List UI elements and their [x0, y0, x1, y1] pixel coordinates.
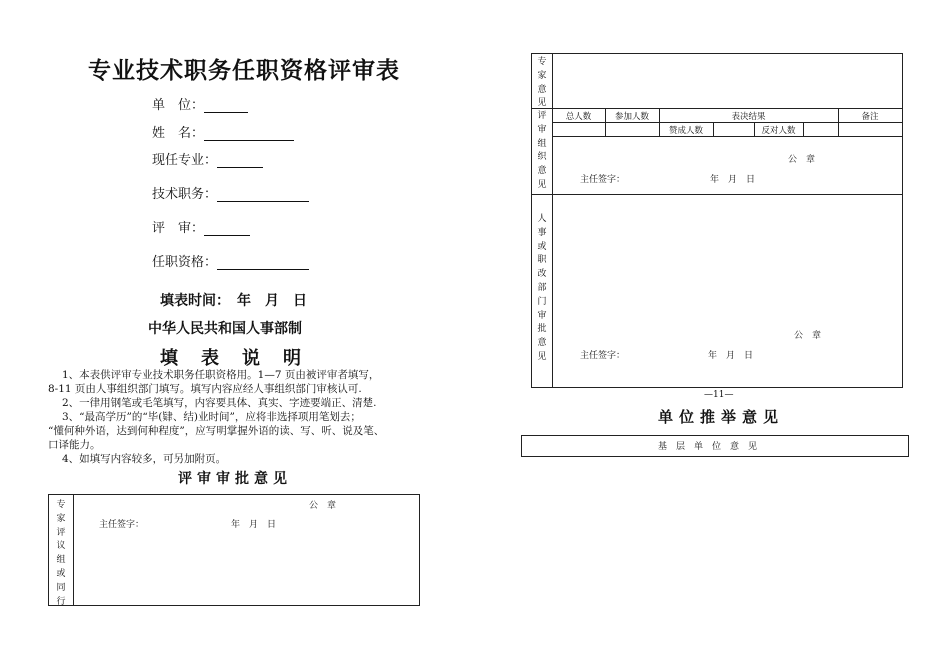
org-date: 年 月 日 [710, 175, 756, 185]
expert-review-seal: 公 章 [309, 501, 337, 511]
unit-opinion-label: 基 层 单 位 意 见 [658, 442, 758, 452]
instruction-line: “懂何种外语，达到何种程度”，应写明掌握外语的读、写、听、说及笔、 [48, 425, 385, 437]
expert-opinion-label: 专家意见 [537, 57, 547, 109]
field-tech-position-label: 技术职务： [152, 187, 218, 202]
vote-present-header: 参加人数 [614, 112, 649, 122]
field-review [152, 217, 250, 236]
row-divider [532, 194, 902, 195]
expert-opinion-label-col [532, 56, 552, 111]
field-unit [152, 94, 248, 113]
instruction-line: 口译能力。 [48, 439, 101, 451]
row-divider [532, 108, 902, 109]
field-qualification-label: 任职资格： [152, 255, 218, 270]
field-qualification [152, 251, 309, 270]
fill-date-line: 填表时间： 年 月 日 [160, 293, 307, 309]
instructions-title: 填表说明 [160, 348, 324, 369]
field-review-label: 评 审： [152, 221, 205, 236]
hr-approval-label: 人事或职改部门审批意见 [537, 214, 547, 362]
vote-for-header: 赞成人数 [668, 126, 703, 136]
field-current-major [152, 149, 263, 168]
instruction-line: 1、本表供评审专业技术职务任职资格用。1—7 页由被评审者填写， [62, 369, 380, 381]
review-org-label: 评审组织意见 [537, 111, 547, 190]
field-name-label: 姓 名： [152, 126, 205, 141]
vote-remarks-header: 备注 [861, 112, 879, 122]
instruction-line: 4、如填写内容较多，可另加附页。 [62, 453, 227, 465]
expert-review-signature-label: 主任签字： [99, 520, 145, 530]
instruction-line: 3、“最高学历”的“毕(肄、结)业时间”，应将非选择项用笔划去； [62, 411, 361, 423]
review-org-label-col [532, 110, 552, 193]
unit-opinion-box [521, 435, 909, 457]
form-title: 专业技术职务任职资格评审表 [88, 57, 400, 84]
vote-header-divider [552, 136, 902, 137]
org-signature-label: 主任签字： [580, 175, 626, 185]
instruction-line: 8-11 页由人事组织部门填写。填写内容应经人事组织部门审核认可. [48, 383, 362, 395]
hr-signature-label: 主任签字： [580, 351, 626, 361]
vote-against-header: 反对人数 [761, 126, 796, 136]
review-approval-title: 评审审批意见 [178, 471, 292, 487]
hr-approval-label-col [532, 213, 552, 365]
instruction-line: 2、一律用钢笔或毛笔填写，内容要具体、真实、字迹要端正、清楚. [62, 397, 377, 409]
field-name-blank[interactable] [204, 126, 294, 141]
org-seal: 公 章 [788, 155, 816, 165]
vote-result-header: 表决结果 [731, 112, 766, 122]
expert-review-side-label-col [49, 495, 74, 605]
hr-date: 年 月 日 [708, 351, 754, 361]
approval-table [531, 53, 903, 388]
hr-seal: 公 章 [794, 331, 822, 341]
field-current-major-label: 现任专业： [152, 153, 218, 168]
field-review-blank[interactable] [204, 221, 250, 236]
field-name [152, 122, 294, 141]
expert-review-side-label: 专家评议组或同行 [56, 500, 66, 607]
unit-recommendation-title: 单位推举意见 [658, 408, 785, 426]
field-unit-label: 单 位： [152, 98, 205, 113]
expert-review-box [48, 494, 420, 606]
field-current-major-blank[interactable] [217, 153, 263, 168]
ministry-line: 中华人民共和国人事部制 [148, 321, 302, 337]
vote-total-header: 总人数 [565, 112, 592, 122]
page-number: —11— [704, 390, 734, 400]
field-tech-position [152, 183, 309, 202]
field-qualification-blank[interactable] [217, 255, 309, 270]
field-unit-blank[interactable] [204, 98, 248, 113]
expert-review-date: 年 月 日 [231, 520, 277, 530]
vote-col-divider [713, 122, 714, 136]
vote-col-divider [803, 122, 804, 136]
label-column-divider [552, 54, 553, 387]
field-tech-position-blank[interactable] [217, 187, 309, 202]
